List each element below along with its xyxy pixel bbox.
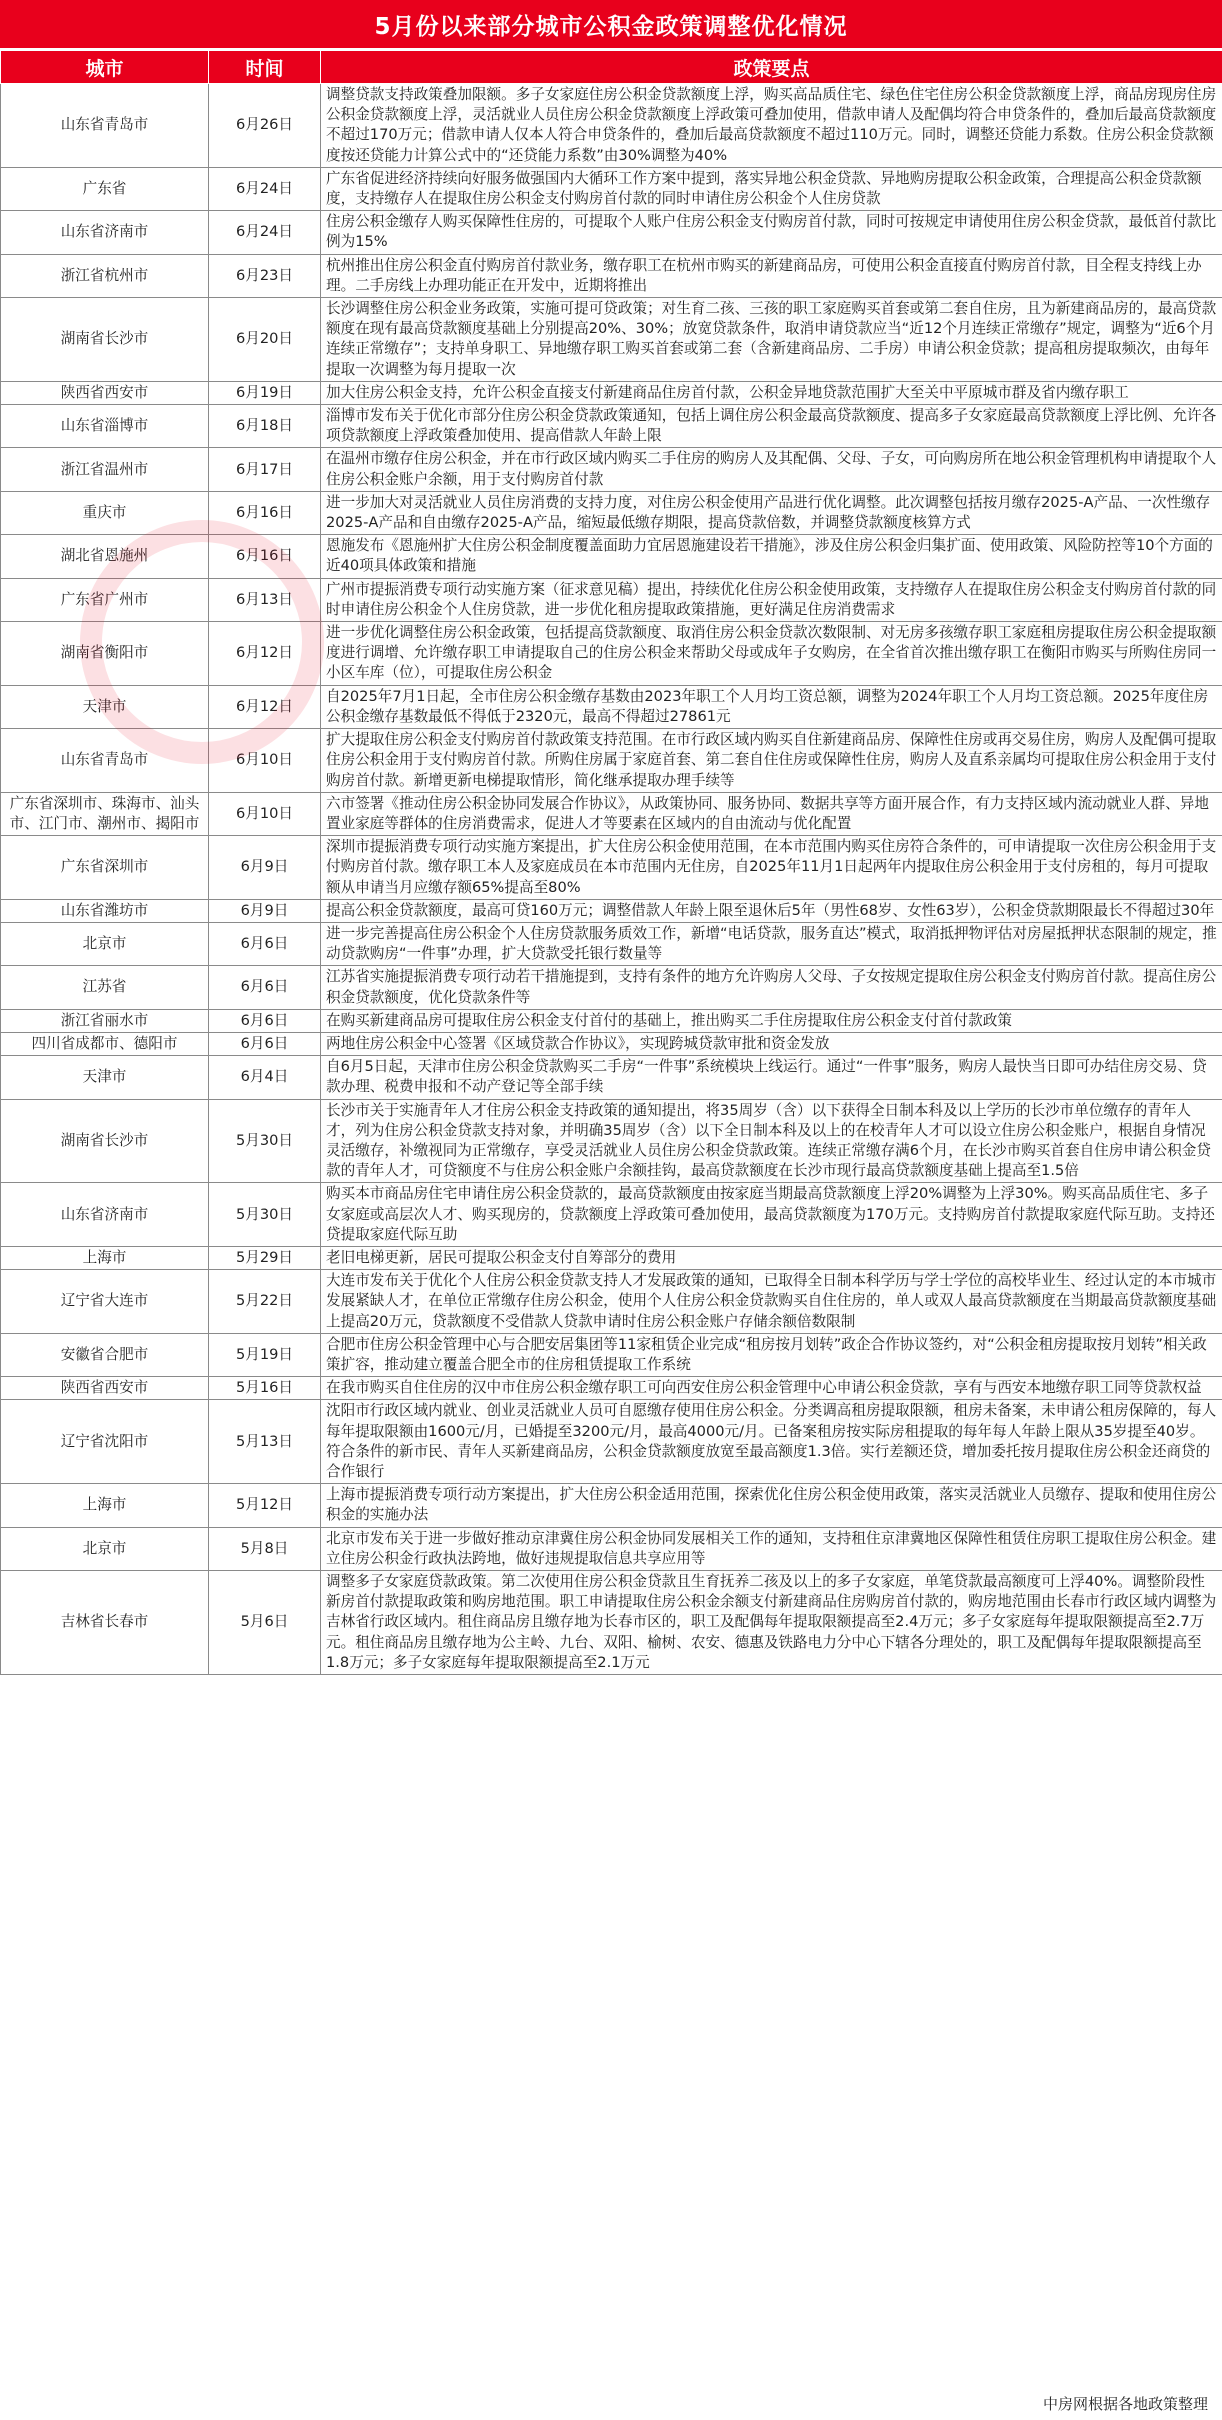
table-row (1, 836, 1222, 900)
table-row (1, 1270, 1222, 1334)
table-row (1, 448, 1222, 491)
city-cell: 辽宁省大连市 (1, 1270, 209, 1334)
date-cell: 5月6日 (209, 1571, 321, 1675)
table-row (1, 1032, 1222, 1055)
table-row (1, 1056, 1222, 1099)
table-row (1, 1571, 1222, 1675)
city-cell: 重庆市 (1, 491, 209, 534)
city-cell: 天津市 (1, 685, 209, 728)
date-cell: 5月16日 (209, 1377, 321, 1400)
date-cell: 6月10日 (209, 729, 321, 793)
policy-cell: 长沙市关于实施青年人才住房公积金支持政策的通知提出，将35周岁（含）以下获得全日制本科及以上学历的长沙市单位缴存的青年人才，列为住房公积金贷款支持对象，并明确35周岁（含）以下全日制本科及以上的在校青年人才可以设立住房公积金账户，根据自身情况灵活缴存，补缴视同为正常缴存，享受灵活就业人员住房公积金贷款政策。连续正常缴存满6个月，在长沙市购买首套自住房申请公积金贷款的青年人才，可贷额度不与住房公积金账户余额挂钩，最高贷款额度在长沙市现行最高贷款额度基础上提高至1.5倍 (321, 1099, 1222, 1183)
date-cell: 6月16日 (209, 491, 321, 534)
header-city: 城市 (1, 51, 209, 84)
city-cell: 浙江省丽水市 (1, 1009, 209, 1032)
table-row (1, 622, 1222, 686)
policy-cell: 深圳市提振消费专项行动实施方案提出，扩大住房公积金使用范围，在本市范围内购买住房符合条件的，可申请提取一次住房公积金用于支付购房首付款。缴存职工本人及家庭成员在本市范围内无住房，自2025年11月1日起两年内提取住房公积金用于支付房租的，每月可提取额从申请当月应缴存额65%提高至80% (321, 836, 1222, 900)
city-cell: 浙江省温州市 (1, 448, 209, 491)
table-row (1, 298, 1222, 382)
policy-cell: 杭州推出住房公积金直付购房首付款业务，缴存职工在杭州市购买的新建商品房，可使用公积金直接直付购房首付款，目全程支持线上办理。二手房线上办理功能正在开发中，近期将推出 (321, 254, 1222, 297)
city-cell: 广东省 (1, 167, 209, 210)
date-cell: 6月9日 (209, 836, 321, 900)
policy-cell: 购买本市商品房住宅申请住房公积金贷款的，最高贷款额度由按家庭当期最高贷款额度上浮20%调整为上浮30%。购买高品质住宅、多子女家庭或高层次人才、购买现房的，贷款额度上浮政策可叠加使用，最高贷款额度为170万元。支持购房首付款提取家庭代际互助。支持还贷提取家庭代际互助 (321, 1183, 1222, 1247)
policy-cell: 进一步完善提高住房公积金个人住房贷款服务质效工作，新增“电话贷款，服务直达”模式，取消抵押物评估对房屋抵押状态限制的规定，推动贷款购房“一件事”办理，扩大贷款受托银行数量等 (321, 922, 1222, 965)
city-cell: 广东省深圳市、珠海市、汕头市、江门市、潮州市、揭阳市 (1, 792, 209, 835)
date-cell: 6月18日 (209, 405, 321, 448)
table-row (1, 966, 1222, 1009)
policy-cell: 江苏省实施提振消费专项行动若干措施提到，支持有条件的地方允许购房人父母、子女按规定提取住房公积金支付购房首付款。提高住房公积金贷款额度，优化贷款条件等 (321, 966, 1222, 1009)
table-row (1, 685, 1222, 728)
city-cell: 天津市 (1, 1056, 209, 1099)
table-row (1, 1099, 1222, 1183)
city-cell: 吉林省长春市 (1, 1571, 209, 1675)
policy-cell: 调整多子女家庭贷款政策。第二次使用住房公积金贷款且生育抚养二孩及以上的多子女家庭，单笔贷款最高额度可上浮40%。调整阶段性新房首付款提取政策和购房地范围。职工申请提取住房公积金余额支付新建商品住房购房首付款的，购房地范围由长春市行政区域内调整为吉林省行政区域内。租住商品房且缴存地为长春市区的，职工及配偶每年提取限额提高至2.4万元；多子女家庭每年提取限额提高至2.7万元。租住商品房且缴存地为公主岭、九台、双阳、榆树、农安、德惠及铁路电力分中心下辖各分理处的，职工及配偶每年提取限额提高至1.8万元；多子女家庭每年提取限额提高至2.1万元 (321, 1571, 1222, 1675)
date-cell: 5月12日 (209, 1484, 321, 1527)
date-cell: 5月29日 (209, 1246, 321, 1269)
date-cell: 6月6日 (209, 1032, 321, 1055)
policy-cell: 上海市提振消费专项行动方案提出，扩大住房公积金适用范围，探索优化住房公积金使用政策，落实灵活就业人员缴存、提取和使用住房公积金的实施办法 (321, 1484, 1222, 1527)
table-row (1, 1246, 1222, 1269)
date-cell: 6月6日 (209, 966, 321, 1009)
city-cell: 陕西省西安市 (1, 1377, 209, 1400)
date-cell: 6月24日 (209, 167, 321, 210)
date-cell: 6月19日 (209, 381, 321, 404)
policy-cell: 住房公积金缴存人购买保障性住房的，可提取个人账户住房公积金支付购房首付款，同时可按规定申请使用住房公积金贷款，最低首付款比例为15% (321, 211, 1222, 254)
table-row (1, 381, 1222, 404)
table-row (1, 1183, 1222, 1247)
table-row (1, 211, 1222, 254)
table-row (1, 792, 1222, 835)
date-cell: 6月23日 (209, 254, 321, 297)
table-row (1, 899, 1222, 922)
date-cell: 5月19日 (209, 1333, 321, 1376)
table-row (1, 922, 1222, 965)
policy-cell: 广州市提振消费专项行动实施方案（征求意见稿）提出，持续优化住房公积金使用政策，支持缴存人在提取住房公积金支付购房首付款的同时申请住房公积金个人住房贷款，进一步优化租房提取政策措施，更好满足住房消费需求 (321, 578, 1222, 621)
table-row (1, 1400, 1222, 1484)
city-cell: 湖南省长沙市 (1, 1099, 209, 1183)
table-row (1, 1009, 1222, 1032)
table-row (1, 491, 1222, 534)
city-cell: 广东省深圳市 (1, 836, 209, 900)
policy-cell: 加大住房公积金支持，允许公积金直接支付新建商品住房首付款，公积金异地贷款范围扩大至关中平原城市群及省内缴存职工 (321, 381, 1222, 404)
city-cell: 湖南省长沙市 (1, 298, 209, 382)
city-cell: 安徽省合肥市 (1, 1333, 209, 1376)
policy-cell: 北京市发布关于进一步做好推动京津冀住房公积金协同发展相关工作的通知，支持租住京津冀地区保障性租赁住房职工提取住房公积金。建立住房公积金行政执法跨地，做好违规提取信息共享应用等 (321, 1527, 1222, 1570)
city-cell: 陕西省西安市 (1, 381, 209, 404)
policy-cell: 老旧电梯更新，居民可提取公积金支付自筹部分的费用 (321, 1246, 1222, 1269)
date-cell: 5月22日 (209, 1270, 321, 1334)
city-cell: 湖北省恩施州 (1, 535, 209, 578)
policy-cell: 进一步加大对灵活就业人员住房消费的支持力度，对住房公积金使用产品进行优化调整。此次调整包括按月缴存2025-A产品、一次性缴存2025-A产品和自由缴存2025-A产品，缩短最低缴存期限，提高贷款倍数，并调整贷款额度核算方式 (321, 491, 1222, 534)
header-date: 时间 (209, 51, 321, 84)
city-cell: 山东省潍坊市 (1, 899, 209, 922)
table-row (1, 1333, 1222, 1376)
table-row (1, 84, 1222, 168)
date-cell: 6月16日 (209, 535, 321, 578)
policy-cell: 进一步优化调整住房公积金政策，包括提高贷款额度、取消住房公积金贷款次数限制、对无房多孩缴存职工家庭租房提取住房公积金提取额度进行调增、允许缴存职工申请提取自己的住房公积金来帮助父母或成年子女购房，在全省首次推出缴存职工在衡阳市购买与所购住房同一小区车库（位），可提取住房公积金 (321, 622, 1222, 686)
date-cell: 6月9日 (209, 899, 321, 922)
header-policy: 政策要点 (321, 51, 1222, 84)
table-row (1, 1484, 1222, 1527)
city-cell: 山东省济南市 (1, 211, 209, 254)
city-cell: 上海市 (1, 1484, 209, 1527)
date-cell: 5月30日 (209, 1183, 321, 1247)
source-note: 中房网根据各地政策整理 (1042, 2395, 1208, 2413)
date-cell: 6月6日 (209, 1009, 321, 1032)
policy-cell: 两地住房公积金中心签署《区域贷款合作协议》，实现跨城贷款审批和资金发放 (321, 1032, 1222, 1055)
city-cell: 上海市 (1, 1246, 209, 1269)
city-cell: 广东省广州市 (1, 578, 209, 621)
table-row (1, 1377, 1222, 1400)
date-cell: 6月13日 (209, 578, 321, 621)
policy-cell: 大连市发布关于优化个人住房公积金贷款支持人才发展政策的通知，已取得全日制本科学历与学士学位的高校毕业生、经过认定的本市城市发展紧缺人才，在单位正常缴存住房公积金，使用个人住房公积金贷款购买自住住房的，单人或双人最高贷款额度在当期最高贷款额度基础上提高20万元，贷款额度不受借款人贷款申请时住房公积金账户存储余额倍数限制 (321, 1270, 1222, 1334)
date-cell: 5月13日 (209, 1400, 321, 1484)
policy-cell: 淄博市发布关于优化市部分住房公积金贷款政策通知，包括上调住房公积金最高贷款额度、提高多子女家庭最高贷款额度上浮比例、允许各项贷款额度上浮政策叠加使用、提高借款人年龄上限 (321, 405, 1222, 448)
page-title: 5月份以来部分城市公积金政策调整优化情况 (0, 0, 1222, 50)
policy-cell: 长沙调整住房公积金业务政策，实施可提可贷政策；对生育二孩、三孩的职工家庭购买首套或第二套自住房，且为新建商品房的，最高贷款额度在现有最高贷款额度基础上分别提高20%、30%；放宽贷款条件，取消申请贷款应当“近12个月连续正常缴存”规定，调整为“近6个月连续正常缴存”；支持单身职工、异地缴存职工购买首套或第二套（含新建商品房、二手房）申请公积金贷款；提高租房提取频次，由每年提取一次调整为每月提取一次 (321, 298, 1222, 382)
date-cell: 6月10日 (209, 792, 321, 835)
date-cell: 5月30日 (209, 1099, 321, 1183)
date-cell: 6月17日 (209, 448, 321, 491)
table-row (1, 254, 1222, 297)
table-body (1, 84, 1222, 1675)
city-cell: 浙江省杭州市 (1, 254, 209, 297)
city-cell: 四川省成都市、德阳市 (1, 1032, 209, 1055)
city-cell: 北京市 (1, 922, 209, 965)
table-row (1, 167, 1222, 210)
city-cell: 山东省青岛市 (1, 729, 209, 793)
table-row (1, 1527, 1222, 1570)
city-cell: 山东省青岛市 (1, 84, 209, 168)
date-cell: 6月12日 (209, 622, 321, 686)
policy-cell: 沈阳市行政区域内就业、创业灵活就业人员可自愿缴存使用住房公积金。分类调高租房提取限额，租房未备案，未申请公租房保障的，每人每年提取限额由1600元/月，已婚提至3200元/月，最高4000元/月。已备案租房按实际房租提取的每年每人年龄上限从35岁提至40岁。符合条件的新市民、青年人买新建商品房，公积金贷款额度放宽至最高额度1.3倍。实行差额还贷，增加委托按月提取住房公积金还商贷的合作银行 (321, 1400, 1222, 1484)
date-cell: 6月4日 (209, 1056, 321, 1099)
policy-cell: 调整贷款支持政策叠加限额。多子女家庭住房公积金贷款额度上浮，购买高品质住宅、绿色住宅住房公积金贷款额度上浮，商品房现房住房公积金贷款额度上浮，灵活就业人员住房公积金贷款额度上浮政策可叠加使用，借款申请人及配偶均符合申贷条件的，叠加后最高贷款额度不超过170万元；借款申请人仅本人符合申贷条件的，叠加后最高贷款额度不超过110万元。同时，调整还贷能力系数。住房公积金贷款额度按还贷能力计算公式中的“还贷能力系数”由30%调整为40% (321, 84, 1222, 168)
city-cell: 湖南省衡阳市 (1, 622, 209, 686)
city-cell: 辽宁省沈阳市 (1, 1400, 209, 1484)
policy-cell: 扩大提取住房公积金支付购房首付款政策支持范围。在市行政区域内购买自住新建商品房、保障性住房或再交易住房，购房人及配偶可提取住房公积金用于支付购房首付款。所购住房属于家庭首套、第二套自住住房或保障性住房，购房人及直系亲属均可提取住房公积金用于支付购房首付款。新增更新电梯提取情形，简化继承提取办理手续等 (321, 729, 1222, 793)
policy-cell: 合肥市住房公积金管理中心与合肥安居集团等11家租赁企业完成“租房按月划转”政企合作协议签约，对“公积金租房提取按月划转”相关政策扩容，推动建立覆盖合肥全市的住房租赁提取工作系统 (321, 1333, 1222, 1376)
policy-table (0, 50, 1222, 1675)
table-row (1, 405, 1222, 448)
city-cell: 北京市 (1, 1527, 209, 1570)
date-cell: 6月6日 (209, 922, 321, 965)
policy-cell: 自6月5日起，天津市住房公积金贷款购买二手房“一件事”系统模块上线运行。通过“一件事”服务，购房人最快当日即可办结住房交易、贷款办理、税费申报和不动产登记等全部手续 (321, 1056, 1222, 1099)
policy-cell: 在购买新建商品房可提取住房公积金支付首付的基础上，推出购买二手住房提取住房公积金支付首付款政策 (321, 1009, 1222, 1032)
date-cell: 6月24日 (209, 211, 321, 254)
table-row (1, 729, 1222, 793)
policy-cell: 自2025年7月1日起，全市住房公积金缴存基数由2023年职工个人月均工资总额，调整为2024年职工个人月均工资总额。2025年度住房公积金缴存基数最低不得低于2320元，最高不得超过27861元 (321, 685, 1222, 728)
table-header-row (1, 51, 1222, 84)
policy-cell: 六市签署《推动住房公积金协同发展合作协议》，从政策协同、服务协同、数据共享等方面开展合作，有力支持区域内流动就业人群、异地置业家庭等群体的住房消费需求，促进人才等要素在区域内的自由流动与优化配置 (321, 792, 1222, 835)
city-cell: 山东省济南市 (1, 1183, 209, 1247)
date-cell: 5月8日 (209, 1527, 321, 1570)
city-cell: 山东省淄博市 (1, 405, 209, 448)
table-row (1, 535, 1222, 578)
policy-cell: 提高公积金贷款额度，最高可贷160万元；调整借款人年龄上限至退休后5年（男性68岁、女性63岁），公积金贷款期限最长不得超过30年 (321, 899, 1222, 922)
policy-cell: 在温州市缴存住房公积金，并在市行政区域内购买二手住房的购房人及其配偶、父母、子女，可向购房所在地公积金管理机构申请提取个人住房公积金账户余额，用于支付购房首付款 (321, 448, 1222, 491)
city-cell: 江苏省 (1, 966, 209, 1009)
policy-cell: 恩施发布《恩施州扩大住房公积金制度覆盖面助力宜居恩施建设若干措施》，涉及住房公积金归集扩面、使用政策、风险防控等10个方面的近40项具体政策和措施 (321, 535, 1222, 578)
date-cell: 6月20日 (209, 298, 321, 382)
policy-cell: 广东省促进经济持续向好服务做强国内大循环工作方案中提到，落实异地公积金贷款、异地购房提取公积金政策，合理提高公积金贷款额度，支持缴存人在提取住房公积金支付购房首付款的同时申请住房公积金个人住房贷款 (321, 167, 1222, 210)
date-cell: 6月26日 (209, 84, 321, 168)
table-row (1, 578, 1222, 621)
date-cell: 6月12日 (209, 685, 321, 728)
policy-cell: 在我市购买自住住房的汉中市住房公积金缴存职工可向西安住房公积金管理中心申请公积金贷款，享有与西安本地缴存职工同等贷款权益 (321, 1377, 1222, 1400)
